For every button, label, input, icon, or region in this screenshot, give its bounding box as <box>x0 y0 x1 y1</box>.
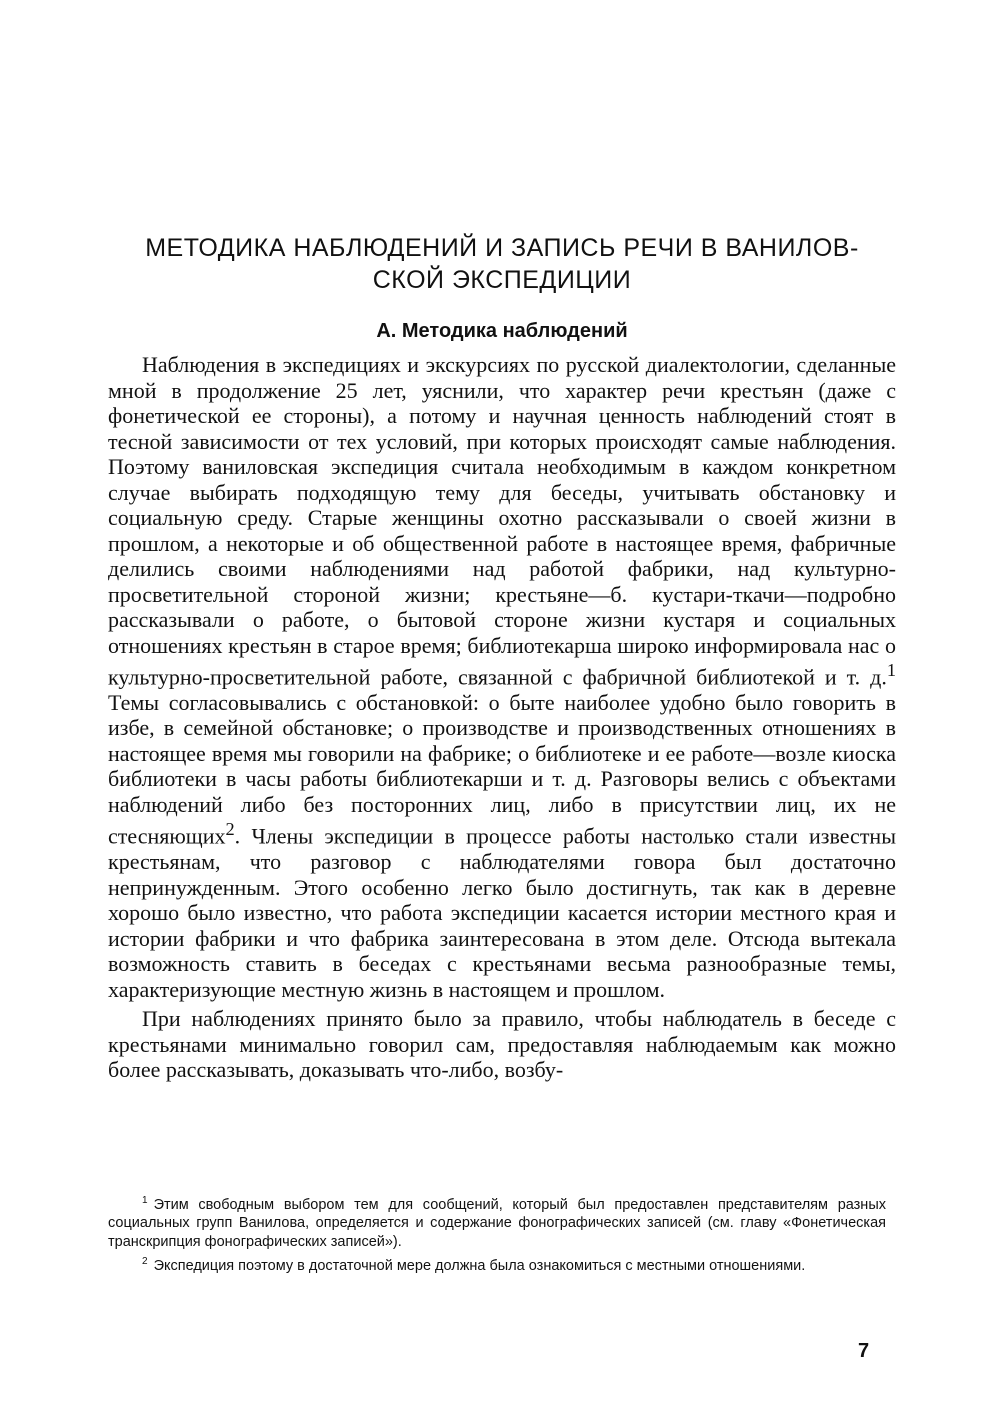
section-heading: А. Методика наблюдений <box>376 320 628 342</box>
paragraph-1-continued: Темы согласовывались с обстановкой: о быте наиболее удобно было говорить в избе, в семейной обстановке; о производстве и производственных отношениях в настоящее время мы говорили на фабрике; о библиотеке и ее работе—возле киоска библиотеки в часы работы библиотекарши и т. д. Разговоры велись с объектами наблюдений либо без посторонних лиц, либо в присутствии лиц, их не стесняющих <box>108 689 896 849</box>
footnote-1 <box>108 1192 886 1251</box>
chapter-title <box>108 232 896 296</box>
footnote-1-text: Этим свободным выбором тем для сообщений, который был предоставлен представителям разных социальных групп Ванилова, определяется и содержание фонографических записей (см. главу «Фонетическая транскрипция фонографических записей»). <box>108 1196 886 1250</box>
footnotes <box>108 1192 886 1278</box>
chapter-title-line-2: СКОЙ ЭКСПЕДИЦИИ <box>372 266 632 294</box>
body-paragraph-1 <box>108 352 896 1002</box>
footnote-2-mark: 2 <box>142 1256 148 1268</box>
page-number: 7 <box>858 1340 870 1362</box>
paragraph-1-end: . Члены экспедиции в процессе работы настолько стали известны крестьянам, что разговор с наблюдателями говора был достаточно непринужденным. Этого особенно легко было достигнуть, так как в деревне хорошо было известно, что работа экспедиции касается истории местного края и истории фабрики и что фабрика заинтересована в этом деле. Отсюда вытекала возможность ставить в беседах с крестьянами весьма разнообразные темы, характеризующие местную жизнь в настоящем и прошлом. <box>108 823 896 1002</box>
footnote-ref-2: 2 <box>225 819 235 840</box>
chapter-title-line-1: МЕТОДИКА НАБЛЮДЕНИЙ И ЗАПИСЬ РЕЧИ В ВАНИЛОВ- <box>145 234 859 262</box>
body-paragraph-2: При наблюдениях принято было за правило, чтобы наблюдатель в беседе с крестьянами минимально говорил сам, предоставляя наблюдаемым как можно более рассказывать, доказывать что-либо, возбу- <box>108 1006 896 1083</box>
footnote-ref-1: 1 <box>886 660 896 680</box>
footnote-2-text: Экспедиция поэтому в достаточной мере должна была ознакомиться с местными отношениями. <box>153 1258 806 1275</box>
page-content <box>108 232 896 1083</box>
footnote-2 <box>108 1253 886 1275</box>
paragraph-1-text: Наблюдения в экспедициях и экскурсиях по русской диалектологии, сделанные мной в продолжение 25 лет, уяснили, что характер речи крестьян (даже с фонетической ее стороны), а потому и научная ценность наблюдений стоят в тесной зависимости от тех условий, при которых происходят самые наблюдения. Поэтому ваниловская экспедиция считала необходимым в каждом конкретном случае выбирать подходящую тему для беседы, учитывать обстановку и социальную среду. Старые женщины охотно рассказывали о своей жизни в прошлом, а некоторые и об общественной работе в настоящее время, фабричные делились своими наблюдениями над работой фабрики, над культурно-просветительной стороной жизни; крестьяне—б. кустари-ткачи—подробно рассказывали о работе, о бытовой стороне жизни кустаря и социальных отношениях крестьян в старое время; библиотекарша широко информировала нас о культурно-просветительной работе, связанной с фабричной библиотекой и т. д. <box>108 352 896 690</box>
footnote-1-mark: 1 <box>142 1195 148 1206</box>
